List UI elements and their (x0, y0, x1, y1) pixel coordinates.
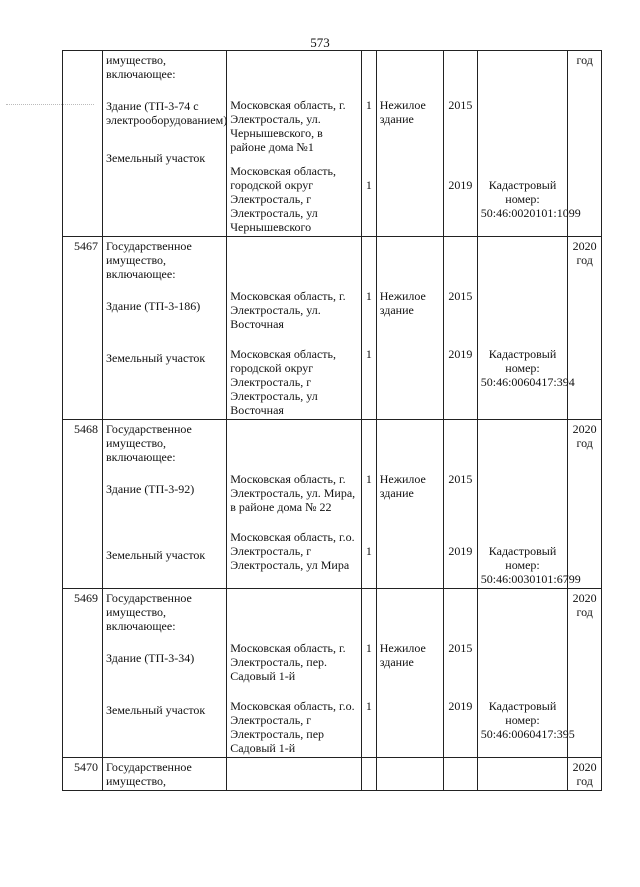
page-number: 573 (310, 35, 330, 50)
record-header: Государственное имущество, включающее: (106, 239, 192, 281)
land-name: Земельный участок (106, 548, 206, 562)
land-year: 2019 (448, 347, 473, 361)
building-year: 2015 (448, 289, 473, 303)
table-row (63, 758, 602, 791)
building-name: Здание (ТП-3-186) (106, 299, 201, 313)
building-qty: 1 (365, 641, 372, 655)
table-row (63, 51, 602, 237)
year-column: 2020 год (572, 422, 597, 450)
land-qty: 1 (365, 347, 372, 361)
property-table (62, 50, 602, 791)
building-address: Московская область, г. Электросталь, пер. Садовый 1-й (230, 641, 346, 683)
land-qty: 1 (365, 178, 372, 192)
cadastral-number: Кадастровый номер: 50:46:0060417:395 (480, 699, 575, 741)
building-name: Здание (ТП-3-34) (106, 651, 195, 665)
table-row (63, 589, 602, 758)
year-column: год (576, 53, 593, 67)
building-name: Здание (ТП-3-92) (106, 482, 195, 496)
land-year: 2019 (448, 699, 473, 713)
building-address: Московская область, г. Электросталь, ул. Восточная (230, 289, 346, 331)
building-type: Нежилое здание (379, 98, 426, 126)
cadastral-number: Кадастровый номер: 50:46:0060417:394 (480, 347, 575, 389)
table-row (63, 420, 602, 589)
land-qty: 1 (365, 699, 372, 713)
land-address: Московская область, г.о. Электросталь, г Электросталь, пер Садовый 1-й (230, 699, 355, 755)
cadastral-number: Кадастровый номер: 50:46:0020101:1099 (480, 178, 581, 220)
record-header: имущество, включающее: (106, 53, 176, 81)
building-year: 2015 (448, 472, 473, 486)
land-address: Московская область, городской округ Электросталь, г Электросталь, ул Чернышевского (230, 164, 337, 234)
building-year: 2015 (448, 98, 473, 112)
building-year: 2015 (448, 641, 473, 655)
land-name: Земельный участок (106, 151, 206, 165)
building-address: Московская область, г. Электросталь, ул. Чернышевского, в районе дома №1 (230, 98, 346, 154)
record-number (63, 51, 103, 237)
building-qty: 1 (365, 472, 372, 486)
record-number: 5468 (63, 420, 103, 589)
year-column: 2020 год (568, 758, 602, 791)
land-address: Московская область, городской округ Электросталь, г Электросталь, ул Восточная (230, 347, 337, 417)
record-header: Государственное имущество, включающее: (106, 422, 192, 464)
year-column: 2020 год (572, 591, 597, 619)
building-name: Здание (ТП-3-74 с электрооборудованием) (106, 99, 228, 127)
building-type: Нежилое здание (379, 289, 426, 317)
year-column: 2020 год (572, 239, 597, 267)
building-qty: 1 (365, 289, 372, 303)
land-year: 2019 (448, 178, 473, 192)
record-header: Государственное имущество, (103, 758, 227, 791)
table-row (63, 237, 602, 420)
land-address: Московская область, г.о. Электросталь, г Электросталь, ул Мира (230, 530, 355, 572)
land-year: 2019 (448, 544, 473, 558)
building-type: Нежилое здание (379, 472, 426, 500)
land-name: Земельный участок (106, 703, 206, 717)
building-qty: 1 (365, 98, 372, 112)
cadastral-number: Кадастровый номер: 50:46:0030101:6799 (480, 544, 581, 586)
record-number: 5469 (63, 589, 103, 758)
building-type: Нежилое здание (379, 641, 426, 669)
record-number: 5470 (63, 758, 103, 791)
land-name: Земельный участок (106, 351, 206, 365)
building-address: Московская область, г. Электросталь, ул. Мира, в районе дома № 22 (230, 472, 356, 514)
record-header: Государственное имущество, включающее: (106, 591, 192, 633)
land-qty: 1 (365, 544, 372, 558)
record-number: 5467 (63, 237, 103, 420)
